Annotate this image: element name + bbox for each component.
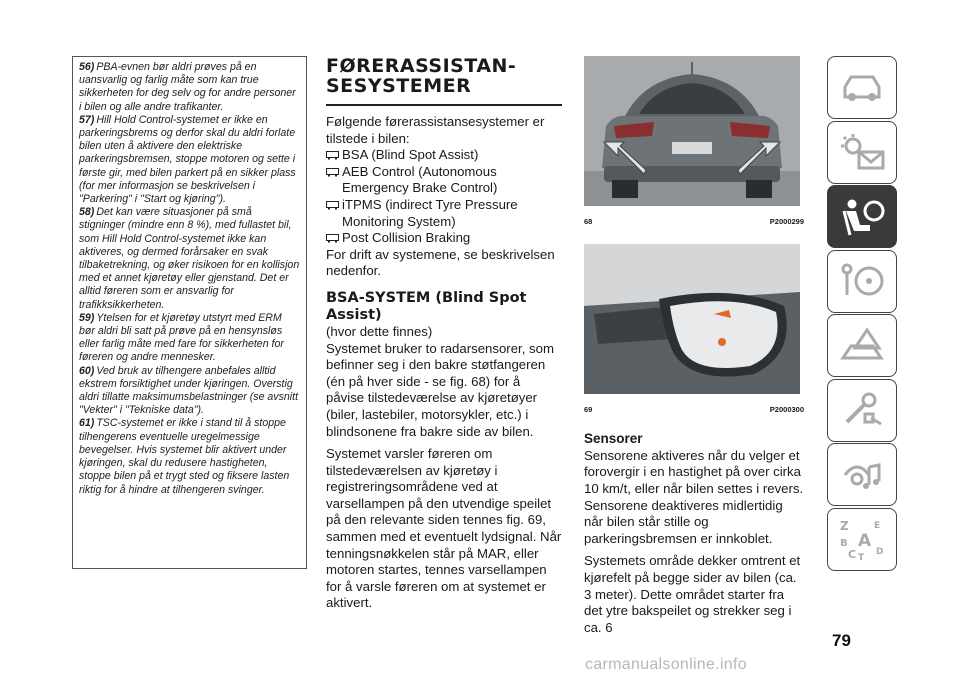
system-list-item: BSA (Blind Spot Assist) — [326, 147, 562, 164]
warning-56: 56) PBA-evnen bør aldri prøves på en uansvarlig og farlig måte som kan true sikkerheten for deg selv og for andre personer i bilen og alle andre trafikanter. — [79, 61, 296, 113]
chapter-tabs — [827, 56, 897, 572]
bsa-availability-note: (hvor dette finnes) — [326, 323, 433, 339]
svg-text:Z: Z — [840, 519, 849, 533]
side-mirror-illustration — [584, 244, 800, 394]
warning-58: 58) Det kan være situasjoner på små stigninger (mindre enn 8 %), med fullastet bil, som Hill Hold Control-systemet ikke kan aktiveres, og dermed forårsaker en svak tilbaketrekning, og øker risikoen for en kollisjon med et annet kjøretøy eller gjenstand. Det er alltid føreren som er ansvarlig for trafikksikkerheten. — [79, 206, 300, 311]
outro-text: For drift av systemene, se beskrivelsen nedenfor. — [326, 246, 555, 279]
car-bullet-icon — [326, 151, 339, 160]
tab-safety[interactable] — [827, 185, 897, 248]
figure-69-caption: 69 P2000300 — [584, 404, 804, 414]
bsa-paragraph-1: Systemet bruker to radarsensorer, som befinner seg i den bakre støtfangeren (én på hver side - se fig. 68) for å påvise tilstedeværelse av kjøretøyer (biler, lastebiler, motorsykler, etc.) i blindsonene fra bakre side av bilen. — [326, 340, 554, 439]
sensors-paragraph-1: Sensorene aktiveres når du velger et forovergir i en hastighet på over cirka 10 km/t, eller når bilen settes i revers. Sensorene deaktiveres midlertidig når bilen står stille og parkeringsbremsen er innkoblet. — [584, 447, 804, 546]
svg-text:D: D — [876, 547, 884, 557]
tab-warning-lights[interactable] — [827, 121, 897, 184]
tab-maintenance[interactable] — [827, 379, 897, 442]
system-list-item: AEB Control (Autonomous Emergency Brake Control) — [326, 164, 562, 197]
car-bullet-icon — [326, 168, 339, 177]
car-dashboard-icon — [839, 71, 885, 105]
car-bullet-icon — [326, 234, 339, 243]
warning-59: 59) Ytelsen for et kjøretøy utstyrt med ERM bør aldri bli satt på prøve på en hensynsløs eller farlig måte med fare for sikkerheten for føreren og andre mennesker. — [79, 311, 284, 364]
svg-text:A: A — [858, 531, 872, 551]
tab-index[interactable] — [827, 508, 897, 571]
svg-text:E: E — [874, 521, 881, 531]
section-title: FØRERASSISTAN-SESYSTEMER — [326, 56, 562, 106]
car-bullet-icon — [326, 201, 339, 210]
svg-text:T: T — [858, 553, 865, 562]
page-number: 79 — [832, 631, 851, 650]
multimedia-icon — [837, 455, 887, 495]
bsa-section-title: BSA-SYSTEM (Blind Spot Assist) — [326, 289, 527, 323]
seat-airbag-icon — [838, 197, 886, 237]
key-steering-icon — [837, 261, 887, 301]
right-column — [584, 56, 804, 636]
warning-60: 60) Ved bruk av tilhengere anbefales alltid ekstrem forsiktighet under kjøringen. Overstig aldri tillatte maksimumsbelastninger (se avsnitt "Vekter" i "Tekniske data"). — [79, 364, 299, 417]
svg-text:B: B — [840, 538, 848, 549]
sensors-paragraph-2: Systemets område dekker omtrent et kjørefelt på begge sider av bilen (ca. 3 meter). Dette området starter fra det ytre bakspeilet og strekker seg i ca. 6 — [584, 553, 801, 635]
tab-dashboard[interactable] — [827, 56, 897, 119]
figure-69-side-mirror — [584, 244, 800, 394]
tab-multimedia[interactable] — [827, 443, 897, 506]
svg-text:C: C — [848, 548, 857, 561]
warning-lights-message-icon — [837, 132, 887, 172]
bsa-paragraph-2: Systemet varsler føreren om tilstedeværelsen av kjøretøy i registreringsområdene ved at varsellampen på den utvendige speilet på den relevante siden tennes fig. 69, sammen med et eventuelt lydsignal. Når tenningsnøkkelen står på MAR, eller motoren startes, tennes varsellampen for å varsle føreren om at systemet er aktivert. — [326, 446, 562, 611]
figure-68-car-rear — [584, 56, 800, 206]
system-list-item: iTPMS (indirect Tyre Pressure Monitoring System) — [326, 197, 562, 230]
tab-starting-driving[interactable] — [827, 250, 897, 313]
sensors-title: Sensorer — [584, 431, 643, 447]
car-rear-illustration — [584, 56, 800, 206]
roadside-emergency-icon — [837, 326, 887, 366]
warning-61: 61) TSC-systemet er ikke i stand til å stoppe tilhengerens eventuelle uregelmessige bevegelser. Hvis systemet blir aktivert under kjøringen, skal du redusere hastigheten, stoppe bilen på et trygt sted og fiksere lasten riktig for å hindre at tilhengeren svinger. — [79, 417, 290, 496]
warning-57: 57) Hill Hold Control-systemet er ikke en parkeringsbrems og derfor skal du aldri forlate bilen uten å aktivere den elektriske parkeringsbremsen, stoppe motoren og sette i første gir, med bilen parkert på en sikker plass (for mer informasjon se beskrivelsen i "Parkering" i "Start og kjøring"). — [79, 113, 296, 206]
figure-68-caption: 68 P2000299 — [584, 217, 804, 226]
tab-emergency[interactable] — [827, 314, 897, 377]
middle-column — [326, 56, 562, 612]
watermark: carmanualsonline.info — [585, 656, 747, 673]
system-list-item: Post Collision Braking — [326, 230, 562, 247]
index-alphabet-icon — [836, 516, 888, 562]
maintenance-wrench-icon — [837, 390, 887, 430]
intro-text: Følgende førerassistansesystemer er tilstede i bilen: — [326, 114, 545, 146]
warnings-box — [72, 56, 307, 569]
